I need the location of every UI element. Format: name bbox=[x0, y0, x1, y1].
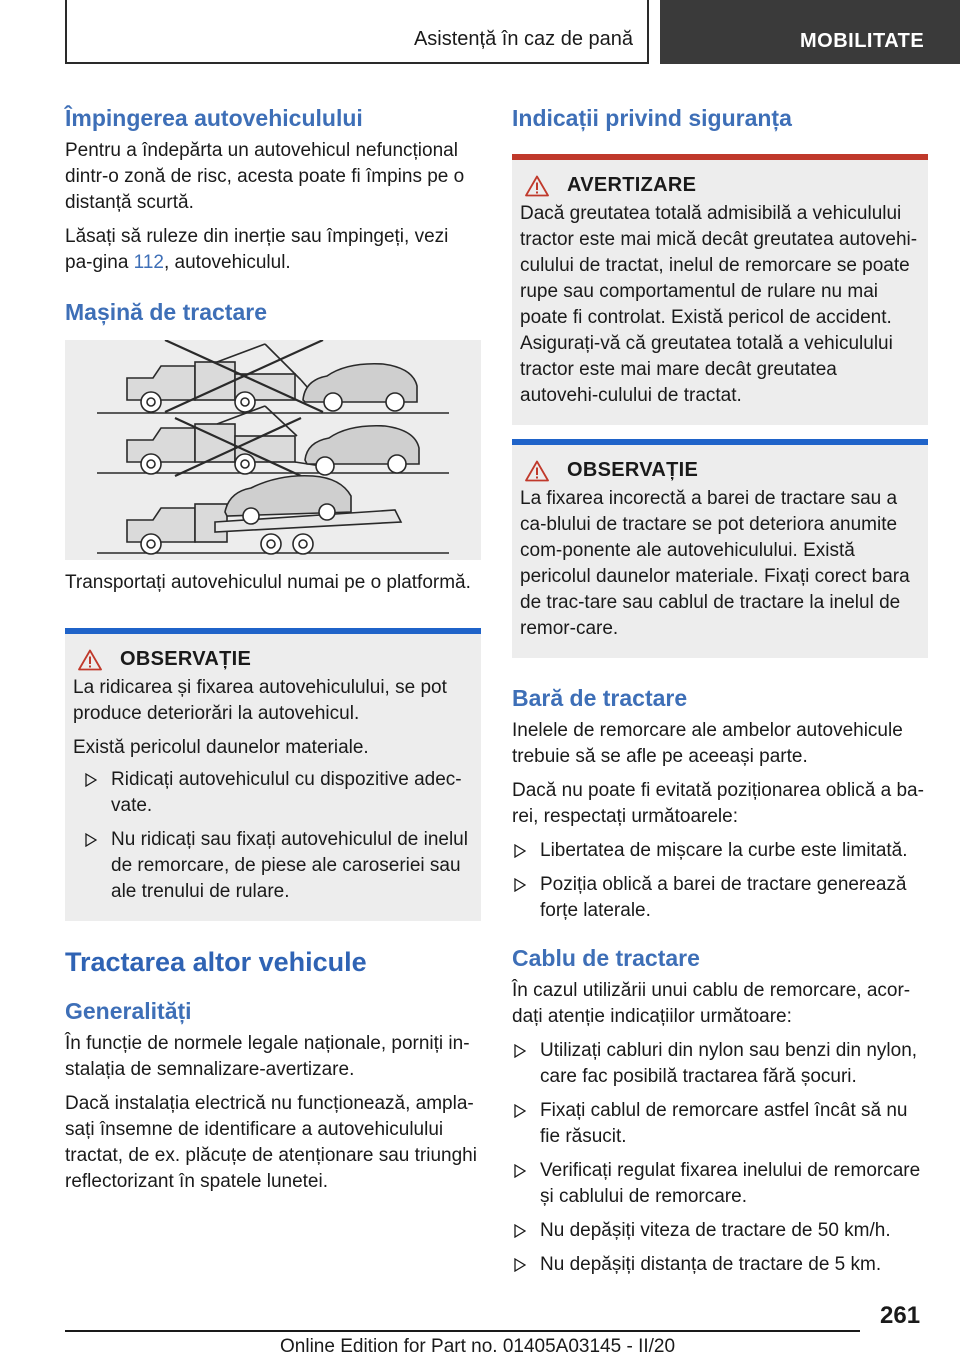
warning-triangle-icon bbox=[78, 649, 102, 671]
notice-2-title: OBSERVAȚIE bbox=[567, 459, 699, 481]
tow-truck-illustration bbox=[65, 340, 481, 560]
list-item bbox=[512, 1038, 928, 1090]
bullet-triangle-icon bbox=[514, 1258, 526, 1272]
list-item bbox=[512, 872, 928, 924]
push-paragraph-1: Pentru a îndepărta un autovehicul nefuncțional dintr-o zonă de risc, acesta poate fi împins pe o distanță scurtă. bbox=[65, 140, 465, 213]
header-section-title: Asistență în caz de pană bbox=[413, 28, 633, 50]
bullet-triangle-icon bbox=[514, 1044, 526, 1058]
bullet-triangle-icon bbox=[85, 833, 97, 847]
list-item-text: Fixați cablul de remorcare astfel încât să nu fie răsucit. bbox=[540, 1100, 908, 1147]
safety-heading: Indicații privind siguranța bbox=[512, 105, 792, 131]
bullet-triangle-icon bbox=[514, 844, 526, 858]
general-paragraph-2: Dacă instalația electrică nu funcționează, ampla-sați însemne de identificare a autovehiculului tractat, de ex. plăcuțe de atenționare sau triunghi reflectorizant în spatele lunetei. bbox=[65, 1093, 477, 1192]
running-header bbox=[65, 0, 649, 64]
list-item bbox=[512, 1252, 928, 1278]
notice-box bbox=[65, 628, 481, 921]
tow-truck-drawing bbox=[65, 340, 481, 560]
list-item bbox=[512, 1218, 928, 1244]
bullet-triangle-icon bbox=[514, 878, 526, 892]
notice-paragraph-2: Există pericolul daunelor materiale. bbox=[73, 737, 369, 758]
list-item bbox=[512, 838, 928, 864]
list-item bbox=[512, 1098, 928, 1150]
footer-divider bbox=[65, 1330, 860, 1332]
general-heading: Generalități bbox=[65, 998, 192, 1024]
list-item-text: Ridicați autovehiculul cu dispozitive adec-vate. bbox=[111, 769, 462, 816]
push-paragraph-2-text: Lăsați să ruleze din inerție sau împingeți, vezi pa-gina bbox=[65, 226, 449, 273]
push-paragraph-2 bbox=[65, 224, 481, 276]
notice-list bbox=[83, 767, 473, 905]
push-heading: Împingerea autovehiculului bbox=[65, 105, 363, 131]
tow-bar-list bbox=[512, 838, 928, 924]
notice-title: OBSERVAȚIE bbox=[120, 648, 252, 670]
list-item bbox=[512, 1158, 928, 1210]
chapter-title: MOBILITATE bbox=[800, 30, 925, 52]
tow-bar-paragraph-2: Dacă nu poate fi evitată poziționarea oblică a ba-rei, respectați următoarele: bbox=[512, 780, 924, 827]
tow-bar-paragraph-1: Inelele de remorcare ale ambelor autovehicule trebuie să se afle pe aceeași parte. bbox=[512, 720, 903, 767]
page-link[interactable]: 112 bbox=[133, 252, 164, 273]
chapter-tab bbox=[660, 0, 960, 64]
warning-title: AVERTIZARE bbox=[567, 174, 697, 196]
warning-triangle-icon bbox=[525, 460, 549, 482]
notice-2-text: La fixarea incorectă a barei de tractare sau a ca-blului de tractare se pot deteriora anumite com-ponente ale autovehiculului. Există pericolul daunelor materiale. Fixați corect bara de trac-tare sau cablul de tractare la inelul de remor-care. bbox=[520, 488, 910, 639]
warning-box bbox=[512, 154, 928, 425]
list-item-text: Verificați regulat fixarea inelului de remorcare și cablului de remorcare. bbox=[540, 1160, 921, 1207]
bullet-triangle-icon bbox=[514, 1104, 526, 1118]
notice-box-2 bbox=[512, 439, 928, 658]
list-item-text: Libertatea de mișcare la curbe este limitată. bbox=[540, 840, 908, 861]
tow-cable-list bbox=[512, 1038, 928, 1278]
list-item-text: Nu ridicați sau fixați autovehiculul de inelul de remorcare, de piese ale caroseriei sau ale trenului de rulare. bbox=[111, 829, 468, 902]
bullet-triangle-icon bbox=[514, 1164, 526, 1178]
push-paragraph-2-tail: , autovehiculul. bbox=[163, 252, 291, 273]
tow-truck-heading: Mașină de tractare bbox=[65, 299, 267, 325]
figure-caption: Transportați autovehiculul numai pe o platformă. bbox=[65, 572, 471, 593]
footer-edition: Online Edition for Part no. 01405A03145 - II/20 bbox=[280, 1336, 676, 1357]
left-column bbox=[65, 100, 481, 1195]
tow-other-heading: Tractarea altor vehicule bbox=[65, 947, 367, 977]
list-item-text: Nu depășiți viteza de tractare de 50 km/h. bbox=[540, 1220, 891, 1241]
general-paragraph-1: În funcție de normele legale naționale, porniți in-stalația de semnalizare-avertizare. bbox=[65, 1033, 470, 1080]
notice-paragraph-1: La ridicarea și fixarea autovehiculului, se pot produce deteriorări la autovehicul. bbox=[73, 677, 447, 724]
tow-cable-paragraph: În cazul utilizării unui cablu de remorcare, acor-dați atenție indicațiilor următoare: bbox=[512, 980, 911, 1027]
warning-triangle-icon bbox=[525, 175, 549, 197]
tow-bar-heading: Bară de tractare bbox=[512, 685, 688, 711]
warning-text: Dacă greutatea totală admisibilă a vehiculului tractor este mai mică decât greutatea autovehi-culului de tractat, inelul de remorcare se poate rupe sau comportamentul de rulare nu mai poate fi controlat. Există pericol de accident. Asigurați-vă că greutatea totală a vehiculului tractor este mai mare decât greutatea autovehi-culului de tractat. bbox=[520, 203, 918, 406]
tow-cable-heading: Cablu de tractare bbox=[512, 945, 700, 971]
list-item-text: Poziția oblică a barei de tractare generează forțe laterale. bbox=[540, 874, 907, 921]
bullet-triangle-icon bbox=[514, 1224, 526, 1238]
list-item-text: Nu depășiți distanța de tractare de 5 km. bbox=[540, 1254, 882, 1275]
list-item bbox=[83, 767, 473, 819]
list-item bbox=[83, 827, 473, 905]
page-number: 261 bbox=[880, 1302, 921, 1329]
list-item-text: Utilizați cabluri din nylon sau benzi din nylon, care fac posibilă tractarea fără șocuri. bbox=[540, 1040, 918, 1087]
bullet-triangle-icon bbox=[85, 773, 97, 787]
right-column bbox=[512, 100, 928, 1278]
